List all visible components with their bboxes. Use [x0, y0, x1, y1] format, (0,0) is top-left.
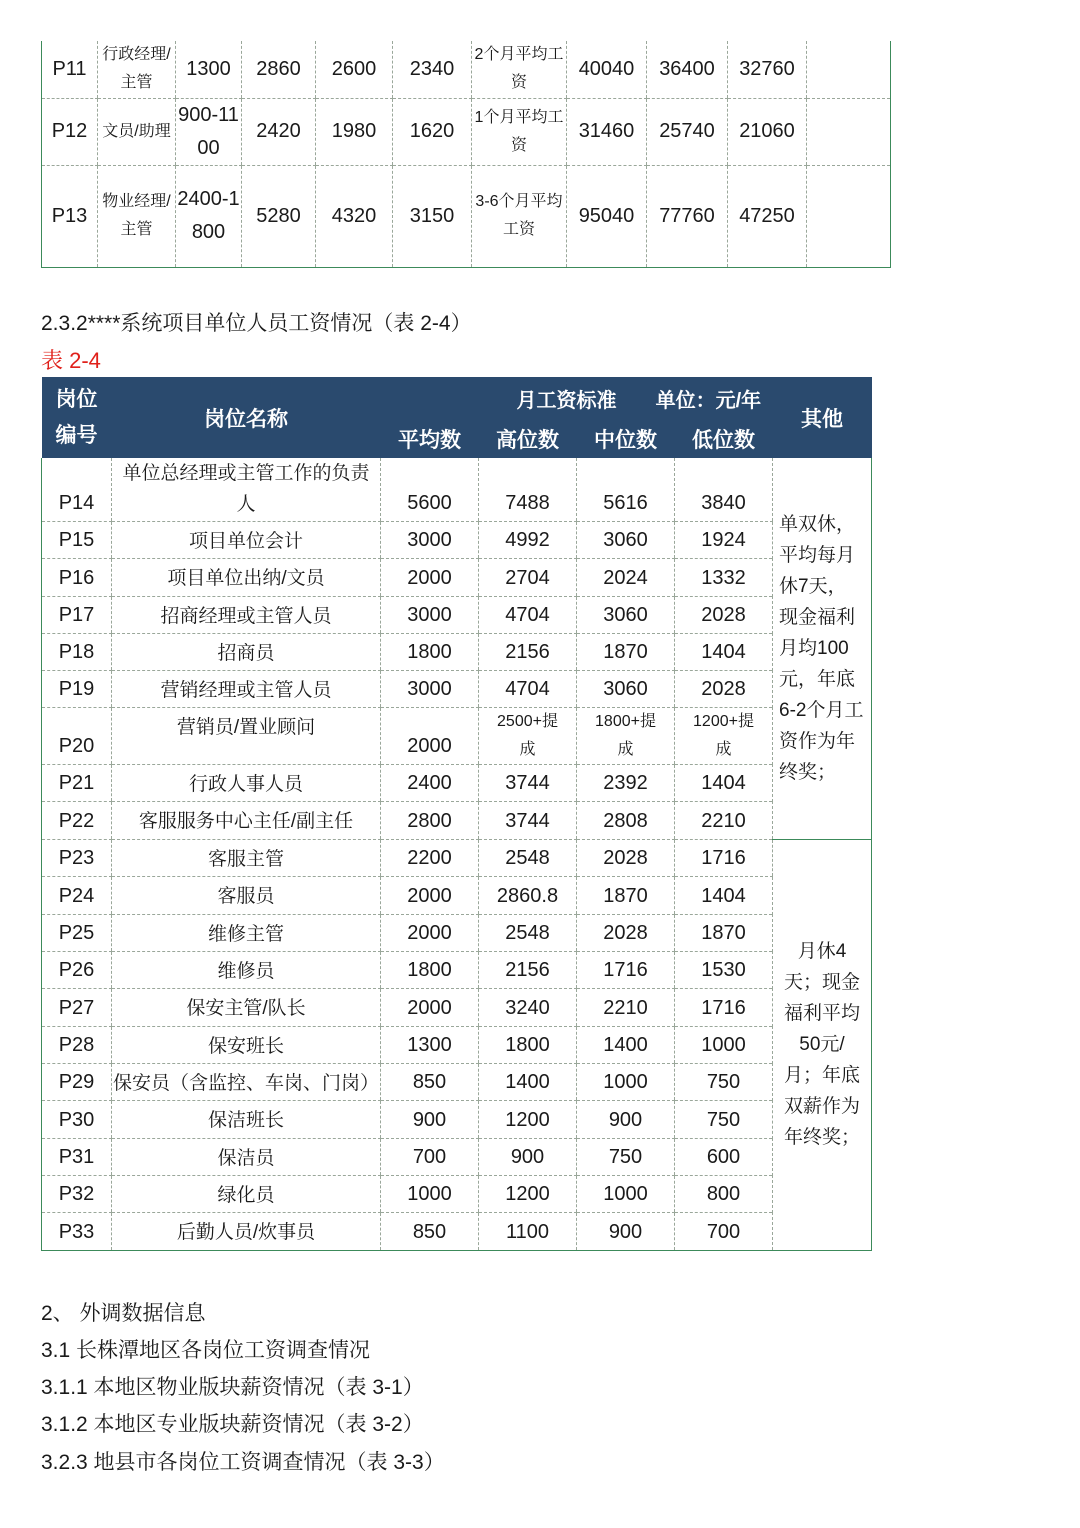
mid-value: 2392 [577, 764, 675, 801]
low-value: 1716 [675, 988, 773, 1026]
low-value: 1200+提成 [675, 707, 773, 764]
table-row [42, 521, 872, 558]
mid-value: 1000 [577, 1175, 675, 1212]
table-row [42, 1212, 872, 1250]
avg-value: 850 [381, 1212, 479, 1250]
avg-value: 1800 [381, 633, 479, 670]
mid-value: 4320 [316, 165, 393, 267]
section-title: 2.3.2****系统项目单位人员工资情况（表 2-4） [41, 312, 472, 335]
table-row [42, 1026, 872, 1063]
mid-value: 1716 [577, 951, 675, 988]
low-value: 2028 [675, 670, 773, 707]
position-code: P18 [42, 633, 112, 670]
high-value: 2704 [479, 558, 577, 596]
position-code: P20 [42, 707, 112, 764]
high-value: 2860.8 [479, 876, 577, 914]
position-name: 客服主管 [112, 839, 381, 876]
header-low: 低位数 [675, 419, 773, 458]
table-label: 表 2-4 [41, 348, 101, 373]
low-value: 1404 [675, 764, 773, 801]
table-row [42, 633, 872, 670]
high-value: 3744 [479, 764, 577, 801]
table-row [42, 1063, 872, 1100]
position-name: 单位总经理或主管工作的负责人 [112, 458, 381, 521]
table-row [42, 1100, 872, 1138]
low-value: 3150 [393, 165, 472, 267]
position-name: 行政人事人员 [112, 764, 381, 801]
avg-value: 3000 [381, 670, 479, 707]
high-value: 2156 [479, 633, 577, 670]
position-code: P28 [42, 1026, 112, 1063]
high-value: 2420 [242, 98, 316, 165]
position-code: P11 [42, 41, 98, 98]
low-value: 1870 [675, 914, 773, 951]
position-name: 物业经理/主管 [98, 165, 176, 267]
section-heading: 3.1.2 本地区专业版块薪资情况（表 3-2） [41, 1413, 424, 1436]
low-value: 1000 [675, 1026, 773, 1063]
position-name: 文员/助理 [98, 98, 176, 165]
position-code: P13 [42, 165, 98, 267]
mid-value: 1870 [577, 633, 675, 670]
high-value: 4704 [479, 596, 577, 633]
yearly-high: 31460 [567, 98, 647, 165]
bonus-note: 1个月平均工资 [472, 98, 567, 165]
header-group-title: 月工资标准 [516, 389, 617, 412]
low-value: 1404 [675, 633, 773, 670]
low-value: 600 [675, 1138, 773, 1175]
table-row [42, 707, 872, 764]
position-code: P33 [42, 1212, 112, 1250]
table-row [42, 165, 891, 267]
mid-value: 750 [577, 1138, 675, 1175]
table-row [42, 41, 891, 98]
position-code: P25 [42, 914, 112, 951]
low-value: 1332 [675, 558, 773, 596]
position-name: 维修员 [112, 951, 381, 988]
section-heading: 3.1 长株潭地区各岗位工资调查情况 [41, 1339, 371, 1362]
salary-table-2-4 [41, 377, 872, 1251]
table-row [42, 1138, 872, 1175]
mid-value: 1400 [577, 1026, 675, 1063]
low-value: 750 [675, 1100, 773, 1138]
yearly-mid: 36400 [647, 41, 728, 98]
low-value: 750 [675, 1063, 773, 1100]
position-code: P19 [42, 670, 112, 707]
yearly-low: 47250 [728, 165, 807, 267]
high-value: 2548 [479, 914, 577, 951]
position-name: 维修主管 [112, 914, 381, 951]
avg-value: 900 [381, 1100, 479, 1138]
position-name: 项目单位会计 [112, 521, 381, 558]
position-code: P21 [42, 764, 112, 801]
avg-value: 1300 [381, 1026, 479, 1063]
position-name: 保安主管/队长 [112, 988, 381, 1026]
mid-value: 2028 [577, 914, 675, 951]
high-value: 3744 [479, 801, 577, 839]
header-group [381, 377, 773, 419]
high-value: 2156 [479, 951, 577, 988]
high-value: 2548 [479, 839, 577, 876]
avg-value: 2800 [381, 801, 479, 839]
avg-value: 1800 [381, 951, 479, 988]
mid-value: 900 [577, 1212, 675, 1250]
mid-value: 1870 [577, 876, 675, 914]
low-value: 2210 [675, 801, 773, 839]
position-code: P14 [42, 458, 112, 521]
position-code: P31 [42, 1138, 112, 1175]
header-other: 其他 [773, 377, 872, 458]
position-code: P24 [42, 876, 112, 914]
avg-value: 2000 [381, 914, 479, 951]
high-value: 900 [479, 1138, 577, 1175]
section-heading: 3.1.1 本地区物业版块薪资情况（表 3-1） [41, 1376, 424, 1399]
empty-cell [807, 98, 891, 165]
position-name: 绿化员 [112, 1175, 381, 1212]
position-name: 招商员 [112, 633, 381, 670]
table-row [42, 670, 872, 707]
header-avg: 平均数 [381, 419, 479, 458]
position-name: 客服服务中心主任/副主任 [112, 801, 381, 839]
position-code: P15 [42, 521, 112, 558]
yearly-mid: 77760 [647, 165, 728, 267]
mid-value: 2024 [577, 558, 675, 596]
empty-cell [807, 41, 891, 98]
avg-value: 2000 [381, 988, 479, 1026]
high-value: 4992 [479, 521, 577, 558]
high-value: 3240 [479, 988, 577, 1026]
position-name: 后勤人员/炊事员 [112, 1212, 381, 1250]
position-name: 项目单位出纳/文员 [112, 558, 381, 596]
position-name: 招商经理或主管人员 [112, 596, 381, 633]
table-row [42, 98, 891, 165]
mid-value: 3060 [577, 521, 675, 558]
salary-table-continuation [41, 41, 891, 268]
header-mid: 中位数 [577, 419, 675, 458]
other-notes-2: 月休4天；现金福利平均50元/月；年底双薪作为年终奖； [773, 839, 872, 1250]
low-value: 1716 [675, 839, 773, 876]
table-row [42, 988, 872, 1026]
avg-value: 2000 [381, 876, 479, 914]
empty-cell [807, 165, 891, 267]
table-row [42, 876, 872, 914]
high-value: 2500+提成 [479, 707, 577, 764]
position-code: P32 [42, 1175, 112, 1212]
position-name: 保安员（含监控、车岗、门岗） [112, 1063, 381, 1100]
position-name: 保安班长 [112, 1026, 381, 1063]
position-name: 营销员/置业顾问 [112, 707, 381, 764]
mid-value: 1800+提成 [577, 707, 675, 764]
table-header-row [42, 377, 872, 419]
low-value: 1924 [675, 521, 773, 558]
section-heading: 2、 外调数据信息 [41, 1302, 206, 1325]
mid-value: 2808 [577, 801, 675, 839]
low-value: 700 [675, 1212, 773, 1250]
low-value: 1404 [675, 876, 773, 914]
position-name: 客服员 [112, 876, 381, 914]
avg-value: 2400-1800 [176, 165, 242, 267]
table-row [42, 951, 872, 988]
low-value: 2028 [675, 596, 773, 633]
position-code: P23 [42, 839, 112, 876]
position-code: P22 [42, 801, 112, 839]
avg-value: 1000 [381, 1175, 479, 1212]
mid-value: 3060 [577, 670, 675, 707]
position-code: P27 [42, 988, 112, 1026]
high-value: 7488 [479, 458, 577, 521]
table-row [42, 458, 872, 521]
high-value: 5280 [242, 165, 316, 267]
mid-value: 2600 [316, 41, 393, 98]
low-value: 800 [675, 1175, 773, 1212]
mid-value: 3060 [577, 596, 675, 633]
mid-value: 5616 [577, 458, 675, 521]
high-value: 1100 [479, 1212, 577, 1250]
mid-value: 1000 [577, 1063, 675, 1100]
high-value: 4704 [479, 670, 577, 707]
position-name: 行政经理/主管 [98, 41, 176, 98]
position-code: P29 [42, 1063, 112, 1100]
avg-value: 2200 [381, 839, 479, 876]
table-row [42, 764, 872, 801]
avg-value: 2400 [381, 764, 479, 801]
low-value: 1530 [675, 951, 773, 988]
position-code: P30 [42, 1100, 112, 1138]
avg-value: 850 [381, 1063, 479, 1100]
bonus-note: 2个月平均工资 [472, 41, 567, 98]
table-row [42, 596, 872, 633]
position-name: 营销经理或主管人员 [112, 670, 381, 707]
avg-value: 2000 [381, 707, 479, 764]
header-unit: 单位：元/年 [655, 389, 762, 412]
avg-value: 3000 [381, 596, 479, 633]
yearly-high: 95040 [567, 165, 647, 267]
avg-value: 900-1100 [176, 98, 242, 165]
table-row [42, 801, 872, 839]
yearly-low: 21060 [728, 98, 807, 165]
high-value: 1400 [479, 1063, 577, 1100]
position-code: P12 [42, 98, 98, 165]
table-row [42, 914, 872, 951]
table-row [42, 1175, 872, 1212]
bonus-note: 3-6个月平均工资 [472, 165, 567, 267]
yearly-mid: 25740 [647, 98, 728, 165]
position-code: P16 [42, 558, 112, 596]
yearly-high: 40040 [567, 41, 647, 98]
low-value: 3840 [675, 458, 773, 521]
high-value: 1200 [479, 1175, 577, 1212]
avg-value: 1300 [176, 41, 242, 98]
position-name: 保洁班长 [112, 1100, 381, 1138]
table-row [42, 839, 872, 876]
avg-value: 700 [381, 1138, 479, 1175]
avg-value: 3000 [381, 521, 479, 558]
header-name: 岗位名称 [112, 377, 381, 458]
section-heading: 3.2.3 地县市各岗位工资调查情况（表 3-3） [41, 1451, 445, 1474]
other-notes-1: 单双休，平均每月休7天，现金福利月均100元，年底6-2个月工资作为年终奖； [773, 458, 872, 839]
avg-value: 5600 [381, 458, 479, 521]
mid-value: 900 [577, 1100, 675, 1138]
position-name: 保洁员 [112, 1138, 381, 1175]
high-value: 1800 [479, 1026, 577, 1063]
yearly-low: 32760 [728, 41, 807, 98]
header-code: 岗位编号 [42, 377, 112, 458]
low-value: 2340 [393, 41, 472, 98]
avg-value: 2000 [381, 558, 479, 596]
high-value: 2860 [242, 41, 316, 98]
header-high: 高位数 [479, 419, 577, 458]
position-code: P26 [42, 951, 112, 988]
mid-value: 2028 [577, 839, 675, 876]
low-value: 1620 [393, 98, 472, 165]
position-code: P17 [42, 596, 112, 633]
mid-value: 2210 [577, 988, 675, 1026]
mid-value: 1980 [316, 98, 393, 165]
table-row [42, 558, 872, 596]
high-value: 1200 [479, 1100, 577, 1138]
